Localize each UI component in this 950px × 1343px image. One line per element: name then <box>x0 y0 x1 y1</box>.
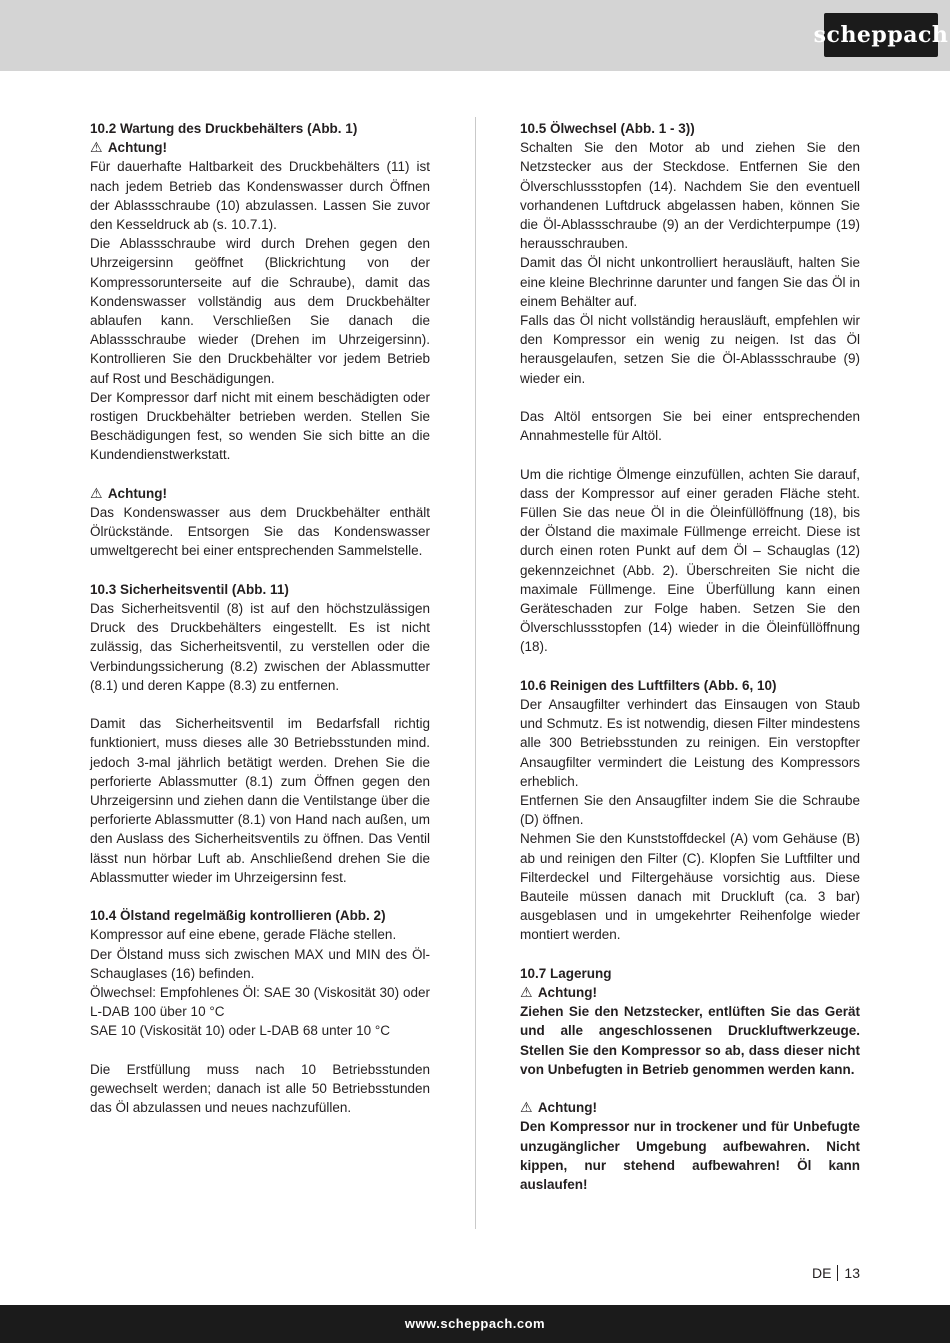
paragraph: Der Ölstand muss sich zwischen MAX und MIN des Öl-Schauglases (16) befinden. <box>90 946 430 981</box>
paragraph: Das Kondenswasser aus dem Druckbehälter enthält Ölrückstände. Entsorgen Sie das Kondenswasser umweltgerecht bei einer entsprechenden Sammelstelle. <box>90 505 430 559</box>
paragraph: Der Ansaugfilter verhindert das Einsaugen von Staub und Schmutz. Es ist notwendig, diesen Filter mindestens alle 300 Betriebsstunden zu reinigen. Ein verstopfter Ansaugfilter vermindert die Leistung des Kompressors erheblich. <box>520 697 860 789</box>
paragraph: Um die richtige Ölmenge einzufüllen, achten Sie darauf, dass der Kompressor auf einer geraden Fläche steht. Füllen Sie das neue Öl in die Öleinfüllöffnung (18), bis der Ölstand die maximale Füllmenge erreicht. Diese ist durch einen roten Punkt auf dem Öl – Schauglas (12) gekennzeichnet (Abb. 2). Überschreiten Sie nicht die maximale Füllmenge. Eine Überfüllung kann einen Geräteschaden zur Folge haben. Setzen Sie den Ölverschlussstopfen (14) wieder in die Öleinfüllöffnung (18). <box>520 466 860 655</box>
page-separator <box>837 1265 838 1281</box>
warning-triangle-icon: ⚠ <box>520 984 533 1001</box>
paragraph: Das Altöl entsorgen Sie bei einer entsprechenden Annahmestelle für Altöl. <box>520 409 860 444</box>
scheppach-logo: scheppach <box>824 13 938 57</box>
warning-label: ⚠ Achtung! <box>520 1099 598 1116</box>
section-heading-10-5: 10.5 Ölwechsel (Abb. 1 - 3)) <box>520 121 695 136</box>
website-link[interactable]: www.scheppach.com <box>404 1316 546 1331</box>
page-number <box>812 1265 860 1281</box>
warning-label: ⚠ Achtung! <box>520 984 598 1001</box>
section-heading-10-3: 10.3 Sicherheitsventil (Abb. 11) <box>90 581 289 597</box>
section-heading-10-4: 10.4 Ölstand regelmäßig kontrollieren (Abb. 2) <box>90 908 386 924</box>
paragraph: Die Ablassschraube wird durch Drehen gegen den Uhrzeigersinn geöffnet (Blickrichtung von der Kompressorunterseite auf die Schraube), damit das Kondenswasser vollständig aus dem Druckbehälter ablaufen kann. Verschließen Sie danach die Ablassschraube wieder (Drehen im Uhrzeigersinn). Kontrollieren Sie den Druckbehälter vor jedem Betrieb auf Rost und Beschädigungen. <box>90 236 430 386</box>
warning-triangle-icon: ⚠ <box>90 139 103 156</box>
column-divider <box>475 117 476 1229</box>
paragraph: Kompressor auf eine ebene, gerade Fläche stellen. <box>90 927 397 943</box>
paragraph: SAE 10 (Viskosität 10) oder L-DAB 68 unter 10 °C <box>90 1023 391 1039</box>
warning-triangle-icon: ⚠ <box>520 1099 533 1116</box>
paragraph: Ölwechsel: Empfohlenes Öl: SAE 30 (Viskosität 30) oder L-DAB 100 über 10 °C <box>90 985 430 1020</box>
paragraph: Nehmen Sie den Kunststoffdeckel (A) vom Gehäuse (B) ab und reinigen den Filter (C). Klopfen Sie Luftfilter und Filterdeckel und Filtergehäuse vorsichtig aus. Diese Bauteile müssen danach mit Druckluft (ca. 3 bar) ausgeblasen und in umgekehrter Reihenfolge wieder montiert werden. <box>520 831 860 943</box>
section-heading-10-6: 10.6 Reinigen des Luftfilters (Abb. 6, 10) <box>520 677 777 693</box>
paragraph: Das Sicherheitsventil (8) ist auf den höchstzulässigen Druck des Druckbehälters eingestellt. Es ist nicht zulässig, das Sicherheitsventil, zu verstellen oder die Verbindungssicherung (8.2) zwischen der Ablassmutter (8.1) und deren Kappe (8.3) zu entfernen. <box>90 601 430 693</box>
warning-label: ⚠ Achtung! <box>90 139 168 156</box>
paragraph: Schalten Sie den Motor ab und ziehen Sie den Netzstecker aus der Steckdose. Entfernen Sie den Ölverschlussstopfen (14). Nachdem Sie den eventuell vorhandenen Luftdruck abgelassen haben, können Sie die Öl-Ablassschraube (9) an der Verdichterpumpe (19) herausschrauben. <box>520 140 860 252</box>
footer-bar <box>0 1305 950 1343</box>
paragraph: Die Erstfüllung muss nach 10 Betriebsstunden gewechselt werden; danach ist alle 50 Betriebsstunden das Öl abzulassen und neues nachzufüllen. <box>90 1061 430 1116</box>
paragraph: Damit das Sicherheitsventil im Bedarfsfall richtig funktioniert, muss dieses alle 30 Betriebsstunden mind. jedoch 3-mal jährlich betätigt werden. Drehen Sie die perforierte Ablassmutter (8.1) zum Öffnen gegen den Uhrzeigersinn und ziehen dann die Ventilstange über die perforierte Ablassmutter (8.1) von Hand nach außen, um den Auslass des Sicherheitsventils zu öffnen. Das Ventil lässt nun hörbar Luft ab. Anschließend drehen Sie die Ablassmutter wieder im Uhrzeigersinn fest. <box>90 716 430 885</box>
right-column <box>520 119 860 1194</box>
warning-triangle-icon: ⚠ <box>90 484 103 501</box>
paragraph: Damit das Öl nicht unkontrolliert herausläuft, halten Sie eine kleine Blechrinne darunter und fangen Sie das Öl in einem Behälter auf. <box>520 255 860 309</box>
section-heading-10-7: 10.7 Lagerung <box>520 965 612 981</box>
page-number-value: 13 <box>844 1265 860 1281</box>
section-heading-10-2: 10.2 Wartung des Druckbehälters (Abb. 1) <box>90 121 358 136</box>
paragraph: Entfernen Sie den Ansaugfilter indem Sie die Schraube (D) öffnen. <box>520 793 860 828</box>
paragraph: Der Kompressor darf nicht mit einem beschädigten oder rostigen Druckbehälter betrieben werden. Stellen Sie Beschädigungen fest, so wenden Sie sich bitte an die Kundendienstwerkstatt. <box>90 389 430 463</box>
bold-paragraph: Den Kompressor nur in trockener und für Unbefugte unzugänglicher Umgebung aufbewahren. Nicht kippen, nur stehend aufbewahren! Öl kann auslaufen! <box>520 1119 860 1193</box>
warning-label: ⚠ Achtung! <box>90 484 168 501</box>
bold-paragraph: Ziehen Sie den Netzstecker, entlüften Sie das Gerät und alle angeschlossenen Druckluftwerkzeuge. Stellen Sie den Kompressor so ab, dass dieser nicht von Unbefugten in Betrieb genommen werden kann. <box>520 1004 860 1077</box>
paragraph: Falls das Öl nicht vollständig herausläuft, empfehlen wir den Kompressor ein wenig zu neigen. Ist das Öl herausgelaufen, setzen Sie die Öl-Ablassschraube (9) wieder ein. <box>520 313 860 386</box>
header-bar <box>0 0 950 71</box>
paragraph: Für dauerhafte Haltbarkeit des Druckbehälters (11) ist nach jedem Betrieb das Kondenswasser durch Öffnen der Ablassschraube (10) abzulassen. Lassen Sie zuvor den Kesseldruck ab (s. 10.7.1). <box>90 159 430 233</box>
left-column <box>90 119 430 1117</box>
language-code: DE <box>811 1265 832 1281</box>
